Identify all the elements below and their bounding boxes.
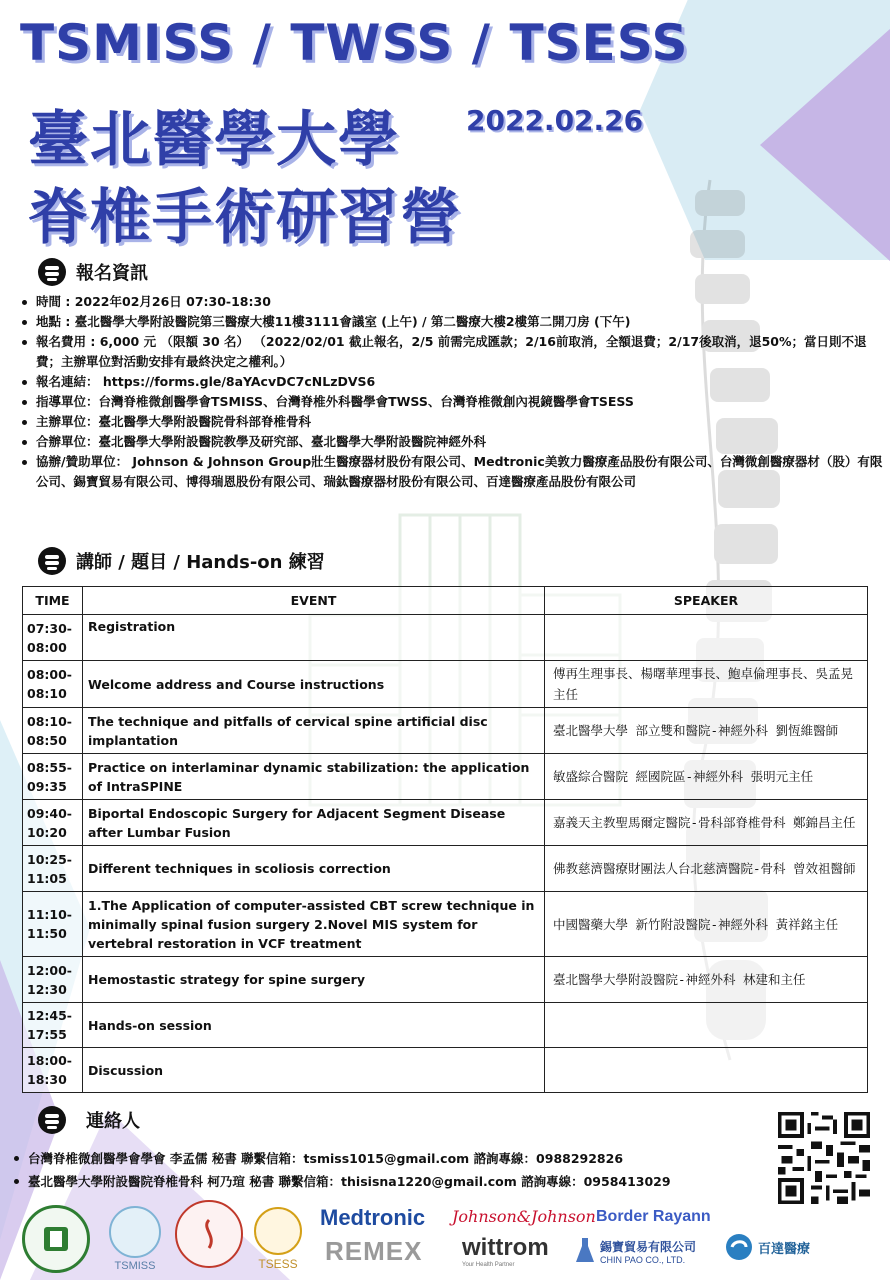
schedule-table — [22, 586, 868, 1093]
info-location: 地點 : 臺北醫學大學附設醫院第三醫療大樓11樓3111會議室 (上午) / 第二醫療大樓2樓第二開刀房 (下午) — [20, 312, 888, 332]
row-time: 12:00-12:30 — [23, 957, 83, 1003]
table-row — [23, 892, 868, 957]
qr-code-icon[interactable] — [778, 1112, 870, 1204]
column-header-speaker: SPEAKER — [545, 587, 868, 615]
row-time: 08:00-08:10 — [23, 661, 83, 708]
info-co-organizers: 合辦單位：臺北醫學大學附設醫院教學及研究部、臺北醫學大學附設醫院神經外科 — [20, 432, 888, 452]
table-row — [23, 754, 868, 800]
row-time: 18:00-18:30 — [23, 1048, 83, 1093]
table-row — [23, 615, 868, 661]
row-event: 1.The Application of computer-assisted CBT screw technique in minimally spinal fusion surgery 2.Novel MIS system for vertebral restoration in VCF treatment — [83, 892, 545, 957]
table-row — [23, 957, 868, 1003]
row-event: Biportal Endoscopic Surgery for Adjacent Segment Disease after Lumbar Fusion — [83, 800, 545, 846]
remex-logo: REMEX — [325, 1236, 423, 1266]
info-registration-link[interactable]: 報名連結： https://forms.gle/8aYAcvDC7cNLzDVS6 — [20, 372, 888, 392]
section-schedule-heading — [38, 547, 325, 575]
tsess-logo — [248, 1200, 308, 1278]
flask-icon — [574, 1236, 596, 1266]
row-speaker — [545, 1003, 868, 1048]
chin-pao-logo — [574, 1236, 696, 1266]
table-row — [23, 661, 868, 708]
baida-swirl-icon — [724, 1232, 754, 1262]
row-speaker: 臺北醫學大學附設醫院-神經外科 林建和主任 — [545, 957, 868, 1003]
list-icon — [38, 547, 66, 575]
baida-logo — [724, 1232, 810, 1262]
info-sponsors: 協辦/贊助單位： Johnson & Johnson Group壯生醫療器材股份有限公司、Medtronic美敦力醫療產品股份有限公司、台灣微創醫療器材（股）有限公司、錫寶貿易有限公司、博得瑞恩股份有限公司、瑞鈦醫療器材股份有限公司、百達醫療產品股份有限公司 — [20, 452, 888, 492]
list-icon — [38, 1106, 66, 1134]
info-time: 時間 : 2022年02月26日 07:30-18:30 — [20, 292, 888, 312]
table-row — [23, 800, 868, 846]
chin-pao-name: 錫寶貿易有限公司 — [600, 1239, 697, 1254]
row-event: Discussion — [83, 1048, 545, 1093]
chin-pao-name-en: CHIN PAO CO., LTD. — [600, 1254, 686, 1265]
event-date: 2022.02.26 — [466, 104, 644, 137]
table-row — [23, 1048, 868, 1093]
row-speaker: 嘉義天主教聖馬爾定醫院-骨科部脊椎骨科 鄭錦昌主任 — [545, 800, 868, 846]
info-supervising-units: 指導單位：台灣脊椎微創醫學會TSMISS、台灣脊椎外科醫學會TWSS、台灣脊椎微創內視鏡醫學會TSESS — [20, 392, 888, 412]
tsmiss-logo-text: TSMISS — [114, 1260, 156, 1272]
row-event: Different techniques in scoliosis correction — [83, 846, 545, 892]
row-speaker: 傅再生理事長、楊曙華理事長、鮑卓倫理事長、吳孟晃主任 — [545, 661, 868, 708]
title-course: 脊椎手術研習營 — [28, 183, 462, 253]
table-row — [23, 846, 868, 892]
tsmiss-logo — [100, 1200, 170, 1278]
twss-emblem-icon — [191, 1216, 227, 1252]
row-event: Welcome address and Course instructions — [83, 661, 545, 708]
row-time: 07:30-08:00 — [23, 615, 83, 661]
row-time: 10:25-11:05 — [23, 846, 83, 892]
tsmiss-emblem-icon — [109, 1206, 161, 1258]
row-speaker: 敏盛綜合醫院 經國院區-神經外科 張明元主任 — [545, 754, 868, 800]
row-time: 08:10-08:50 — [23, 708, 83, 754]
section-registration-title: 報名資訊 — [76, 263, 148, 284]
border-rayann-logo: Border Rayann — [596, 1208, 711, 1225]
row-event: Practice on interlaminar dynamic stabilization: the application of IntraSPINE — [83, 754, 545, 800]
title-university: 臺北醫學大學 — [28, 105, 400, 175]
contact-tsmiss-secretary: 台灣脊椎微創醫學會學會 李孟儒 秘書 聯繫信箱：tsmiss1015@gmail.com 諮詢專線：0988292826 — [12, 1147, 782, 1170]
column-header-time: TIME — [23, 587, 83, 615]
registration-info-list — [20, 292, 888, 492]
row-time: 11:10-11:50 — [23, 892, 83, 957]
baida-logo-text: 百達醫療 — [758, 1240, 811, 1256]
row-event: Registration — [83, 615, 545, 661]
section-contact-title: 連絡人 — [86, 1111, 140, 1132]
row-time: 09:40-10:20 — [23, 800, 83, 846]
section-contact-heading — [38, 1106, 140, 1134]
medtronic-logo: Medtronic — [320, 1205, 426, 1230]
table-row — [23, 708, 868, 754]
contact-hospital-secretary: 臺北醫學大學附設醫院脊椎骨科 柯乃瑄 秘書 聯繫信箱：thisisna1220@gmail.com 諮詢專線：0958413029 — [12, 1170, 782, 1193]
section-registration-heading — [38, 258, 148, 286]
row-speaker: 中國醫藥大學 新竹附設醫院-神經外科 黃祥銘主任 — [545, 892, 868, 957]
row-event: Hands-on session — [83, 1003, 545, 1048]
tsess-emblem-icon — [254, 1207, 302, 1255]
row-event: Hemostastic strategy for spine surgery — [83, 957, 545, 1003]
row-speaker: 佛教慈濟醫療財團法人台北慈濟醫院-骨科 曾效祖醫師 — [545, 846, 868, 892]
chin-pao-text-group — [600, 1238, 696, 1265]
jnj-logo: Johnson&Johnson — [452, 1207, 596, 1226]
row-time: 12:45-17:55 — [23, 1003, 83, 1048]
row-speaker: 臺北醫學大學 部立雙和醫院-神經外科 劉恆維醫師 — [545, 708, 868, 754]
schedule-header-row — [23, 587, 868, 615]
list-icon — [38, 258, 66, 286]
info-organizer: 主辦單位：臺北醫學大學附設醫院骨科部脊椎骨科 — [20, 412, 888, 432]
wittrom-logo — [462, 1234, 549, 1268]
row-speaker — [545, 615, 868, 661]
tsess-logo-text: TSESS — [258, 1257, 298, 1271]
row-time: 08:55-09:35 — [23, 754, 83, 800]
column-header-event: EVENT — [83, 587, 545, 615]
wittrom-tagline: Your Health Partner — [462, 1262, 515, 1268]
table-row — [23, 1003, 868, 1048]
info-fee: 報名費用 : 6,000 元 （限額 30 名） （2022/02/01 截止報名，2/5 前需完成匯款；2/16前取消，全額退費；2/17後取消，退50%；當日則不退費；主辦單位對活動安排有最終決定之權利。） — [20, 332, 888, 372]
wittrom-logo-text: wittrom — [462, 1234, 549, 1261]
twss-logo — [175, 1200, 243, 1268]
tmu-hospital-logo — [22, 1205, 90, 1273]
title-societies: TSMISS / TWSS / TSESS — [20, 14, 689, 72]
section-schedule-title: 講師 / 題目 / Hands-on 練習 — [76, 552, 325, 573]
contact-list — [12, 1147, 782, 1193]
tmu-emblem-icon — [36, 1219, 76, 1259]
row-speaker — [545, 1048, 868, 1093]
row-event: The technique and pitfalls of cervical spine artificial disc implantation — [83, 708, 545, 754]
